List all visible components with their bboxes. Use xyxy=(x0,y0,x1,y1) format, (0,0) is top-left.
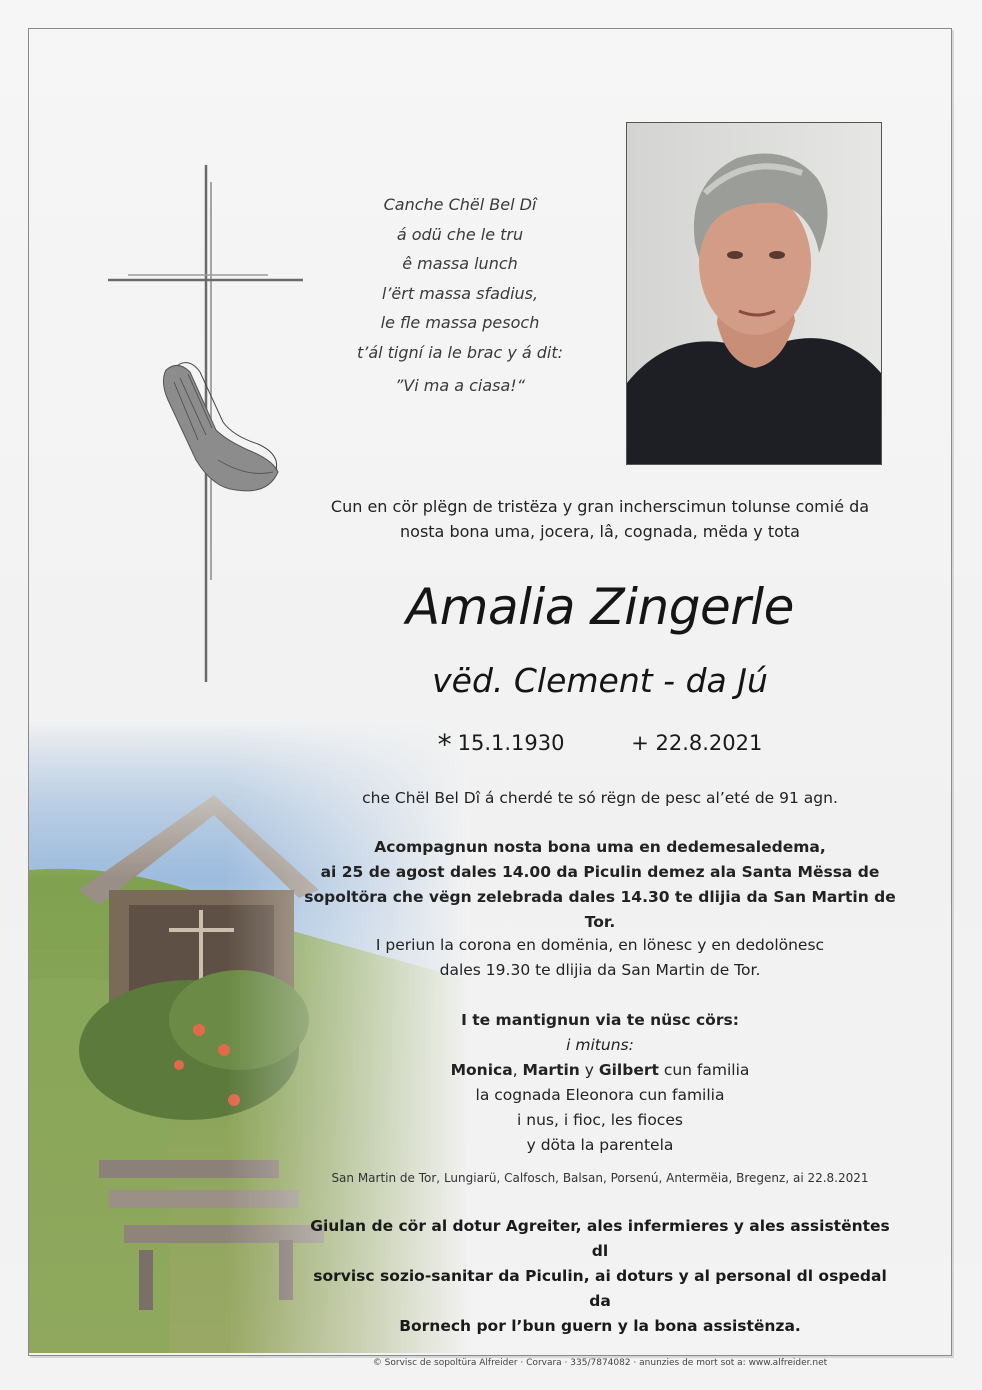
mourner-line: la cognada Eleonora cun familia xyxy=(475,1086,725,1104)
intro-line: Cun en cör plëgn de tristëza y gran incherscimun tolunse comié da xyxy=(330,497,870,516)
birth-date-group xyxy=(437,728,565,761)
poem-line: ê massa lunch xyxy=(402,254,518,273)
places-and-date: San Martin de Tor, Lungiarü, Calfosch, Balsan, Porsenú, Antermëia, Bregenz, ai 22.8.2021 xyxy=(331,1171,869,1185)
deceased-name: Amalia Zingerle xyxy=(406,578,794,636)
footer-credit: © Sorvisc de sopoltüra Alfreider · Corvara · 335/7874082 · anunzies de mort sot a: www.alfreider.net xyxy=(372,1358,828,1368)
poem-line: á odü che le tru xyxy=(396,224,524,244)
age-text: che Chël Bel Dî á cherdé te só rëgn de pesc al’eté de 91 agn. xyxy=(362,789,838,807)
birth-date: 15.1.1930 xyxy=(457,731,565,755)
poem-line: Canche Chël Bel Dî xyxy=(383,195,537,214)
thanks-text xyxy=(300,1214,900,1339)
poem-line: l’ërt massa sfadius, xyxy=(381,283,539,303)
intro-text xyxy=(300,494,900,544)
funeral-line: Acompagnun nosta bona uma en dedemesaledema, xyxy=(374,838,826,856)
thanks-line: Bornech por l’bun guern y la bona assistënza. xyxy=(399,1317,801,1335)
birth-symbol: * xyxy=(437,728,452,761)
separator: y xyxy=(579,1061,599,1079)
mourner-line: y döta la parentela xyxy=(526,1136,674,1154)
child-name: Monica xyxy=(450,1061,513,1079)
cross-icon xyxy=(108,160,308,690)
rosary-line: I periun la corona en domënia, en lönesc y en dedolönesc xyxy=(375,936,825,954)
children-line xyxy=(300,1058,900,1083)
poem-line: t’ál tigní ia le brac y á dit: xyxy=(356,342,564,362)
children-suffix: cun familia xyxy=(658,1061,750,1079)
portrait-photo xyxy=(626,122,882,465)
poem-quote: ”Vi ma a ciasa!“ xyxy=(394,376,526,395)
death-date: + 22.8.2021 xyxy=(631,731,763,755)
thanks-line: sorvisc sozio-sanitar da Piculin, ai doturs y al personal dl ospedal da xyxy=(313,1267,887,1310)
poem-line: le fle massa pesoch xyxy=(380,313,540,332)
poem xyxy=(330,190,590,401)
deceased-subname: vëd. Clement - da Jú xyxy=(432,661,768,700)
mourners-heading: I te mantignun via te nüsc cörs: xyxy=(461,1011,739,1029)
rosary-info xyxy=(300,933,900,983)
separator: , xyxy=(512,1061,523,1079)
funeral-line: ai 25 de agost dales 14.00 da Piculin demez ala Santa Mëssa de xyxy=(320,863,880,881)
life-dates xyxy=(300,726,900,762)
mourner-line: i nus, i fioc, les fioces xyxy=(517,1111,683,1129)
praying-hands-icon xyxy=(163,363,278,491)
thanks-line: Giulan de cör al dotur Agreiter, ales infermieres y ales assistëntes dl xyxy=(310,1217,890,1260)
funeral-line: sopoltöra che vëgn zelebrada dales 14.30 te dlijia da San Martin de Tor. xyxy=(304,888,896,931)
mourners-list xyxy=(300,1008,900,1158)
rosary-line: dales 19.30 te dlijia da San Martin de Tor. xyxy=(439,961,761,979)
child-name: Gilbert xyxy=(598,1061,659,1079)
mourners-subheading: i mituns: xyxy=(566,1036,634,1054)
funeral-info xyxy=(300,835,900,935)
child-name: Martin xyxy=(522,1061,580,1079)
intro-line: nosta bona uma, jocera, lâ, cognada, mëda y tota xyxy=(400,522,800,541)
